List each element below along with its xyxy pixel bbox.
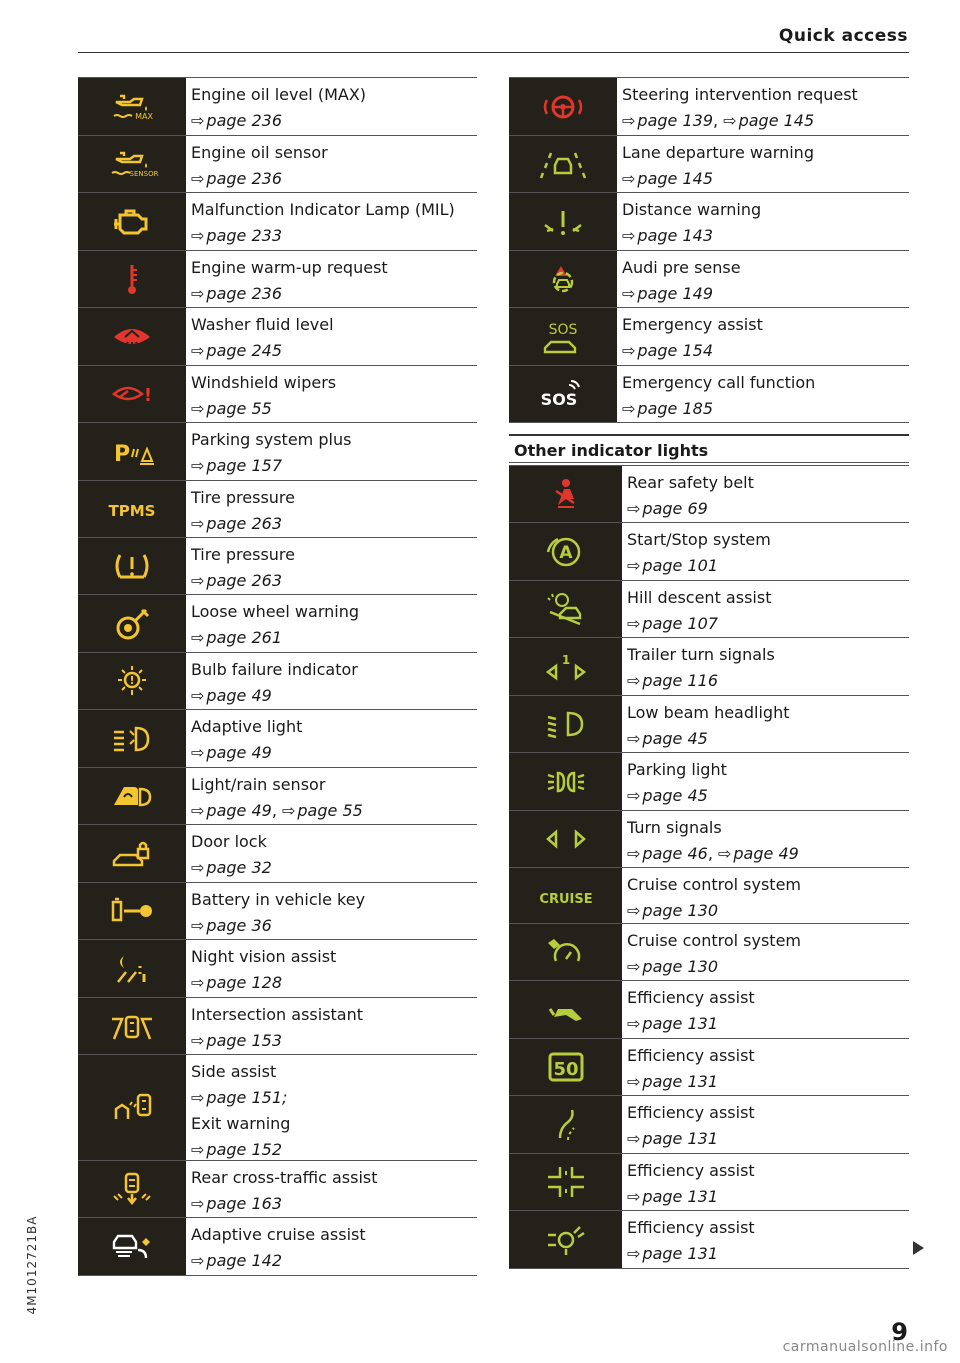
page-ref[interactable]: ⇨ page 151; bbox=[191, 1088, 288, 1107]
indicator-refs bbox=[191, 625, 359, 651]
steering-intervention-icon bbox=[509, 78, 617, 135]
indicator-refs bbox=[191, 223, 455, 249]
indicator-row bbox=[78, 422, 477, 480]
indicator-label: Engine warm-up request bbox=[191, 258, 388, 277]
indicator-row bbox=[78, 135, 477, 192]
door-lock-icon bbox=[78, 825, 186, 882]
svg-text:MAX: MAX bbox=[135, 111, 153, 121]
cruise-text-icon bbox=[509, 868, 622, 923]
indicator-refs bbox=[627, 1011, 755, 1037]
page-ref[interactable]: ⇨ page 55 bbox=[281, 801, 363, 820]
page-ref[interactable]: ⇨ page 236 bbox=[191, 169, 282, 188]
page-ref[interactable]: ⇨ page 233 bbox=[191, 226, 282, 245]
indicator-refs bbox=[627, 1126, 755, 1152]
indicator-label: Tire pressure bbox=[191, 488, 295, 507]
indicator-refs: ⇨ page 49, ⇨ page 55 bbox=[191, 801, 363, 820]
indicator-refs bbox=[191, 396, 336, 422]
indicator-refs bbox=[627, 1184, 755, 1210]
adaptive-cruise-icon bbox=[78, 1218, 186, 1275]
page-number: 9 bbox=[891, 1318, 908, 1346]
page-ref[interactable]: ⇨ page 154 bbox=[622, 341, 713, 360]
indicator-refs bbox=[627, 783, 727, 809]
cruise-speedometer-icon bbox=[509, 924, 622, 980]
indicator-row bbox=[509, 867, 909, 923]
light-rain-sensor-icon bbox=[78, 768, 186, 824]
emergency-call-icon bbox=[509, 366, 617, 422]
roundabout-icon bbox=[509, 1211, 622, 1268]
vehicle-key-battery-icon bbox=[78, 883, 186, 939]
page-ref[interactable]: ⇨ page 101 bbox=[627, 556, 718, 575]
page-ref[interactable]: ⇨ page 45 bbox=[627, 729, 708, 748]
indicator-row bbox=[509, 1210, 909, 1269]
side-assist-icon bbox=[78, 1055, 186, 1160]
indicator-label: Distance warning bbox=[622, 200, 762, 219]
svg-text:SOS: SOS bbox=[548, 321, 578, 338]
indicator-row bbox=[509, 1095, 909, 1153]
page-ref[interactable]: ⇨ page 236 bbox=[191, 111, 282, 130]
indicator-refs bbox=[191, 1191, 378, 1217]
indicator-label: Efficiency assist bbox=[627, 1218, 755, 1237]
indicator-row bbox=[509, 637, 909, 695]
indicator-row bbox=[509, 980, 909, 1038]
malfunction-engine-icon bbox=[78, 193, 186, 250]
page-ref[interactable]: ⇨ page 245 bbox=[191, 341, 282, 360]
indicator-label: Rear cross-traffic assist bbox=[191, 1168, 378, 1187]
indicator-row bbox=[509, 752, 909, 810]
page-ref[interactable]: ⇨ page 49 bbox=[191, 801, 272, 820]
indicator-label: Start/Stop system bbox=[627, 530, 771, 549]
page-ref[interactable]: ⇨ page 107 bbox=[627, 614, 718, 633]
indicator-row bbox=[509, 307, 909, 365]
indicator-refs bbox=[627, 1069, 755, 1095]
indicator-label: Efficiency assist bbox=[627, 1046, 755, 1065]
page-ref[interactable]: ⇨ page 45 bbox=[627, 786, 708, 805]
hill-descent-icon bbox=[509, 581, 622, 637]
intersection-assistant-icon bbox=[78, 998, 186, 1054]
indicator-refs bbox=[191, 281, 388, 307]
svg-text:TPMS: TPMS bbox=[108, 502, 156, 520]
indicator-refs bbox=[627, 611, 771, 637]
indicator-row bbox=[78, 1054, 477, 1160]
page-ref[interactable]: ⇨ page 263 bbox=[191, 514, 282, 533]
indicator-row bbox=[509, 135, 909, 192]
indicator-label: Efficiency assist bbox=[627, 1103, 755, 1122]
indicator-refs bbox=[622, 223, 761, 249]
indicator-row bbox=[78, 824, 477, 882]
indicator-refs bbox=[191, 108, 366, 134]
indicator-label: Hill descent assist bbox=[627, 588, 772, 607]
indicator-label: Light/rain sensor bbox=[191, 775, 326, 794]
indicator-refs bbox=[191, 970, 336, 996]
indicator-row bbox=[78, 365, 477, 422]
page-ref[interactable]: ⇨ page 131 bbox=[627, 1072, 718, 1091]
indicator-refs bbox=[627, 898, 801, 924]
indicator-label: Exit warning bbox=[191, 1114, 291, 1133]
turn-signals-icon bbox=[509, 811, 622, 867]
doc-code: 4M1012721BA bbox=[25, 1215, 39, 1315]
indicator-refs bbox=[622, 396, 815, 422]
watermark: carmanualsonline.info bbox=[782, 1339, 948, 1355]
indicator-label: Adaptive light bbox=[191, 717, 303, 736]
indicator-label: Low beam headlight bbox=[627, 703, 790, 722]
indicator-refs: ⇨ page 139, ⇨ page 145 bbox=[622, 111, 815, 130]
indicator-row bbox=[509, 580, 909, 637]
indicator-row bbox=[78, 709, 477, 767]
indicator-row bbox=[509, 810, 909, 867]
indicator-row bbox=[78, 1160, 477, 1217]
engine-oil-sensor-icon bbox=[78, 136, 186, 192]
indicator-refs bbox=[627, 668, 775, 694]
curve-road-icon bbox=[509, 1096, 622, 1153]
indicator-refs bbox=[191, 1248, 366, 1274]
indicator-label: Emergency assist bbox=[622, 315, 763, 334]
page-ref[interactable]: ⇨ page 145 bbox=[622, 169, 713, 188]
indicator-label: Night vision assist bbox=[191, 947, 337, 966]
page-ref[interactable]: ⇨ page 130 bbox=[627, 957, 718, 976]
page-ref[interactable]: ⇨ page 36 bbox=[191, 916, 272, 935]
page-ref[interactable]: ⇨ page 46 bbox=[627, 844, 708, 863]
indicator-label: Rear safety belt bbox=[627, 473, 754, 492]
indicator-row bbox=[78, 480, 477, 537]
svg-text:50: 50 bbox=[552, 1059, 579, 1080]
indicator-label: Efficiency assist bbox=[627, 988, 755, 1007]
page-ref[interactable]: ⇨ page 153 bbox=[191, 1031, 282, 1050]
page-ref[interactable]: ⇨ page 116 bbox=[627, 671, 718, 690]
indicator-refs bbox=[191, 568, 295, 594]
page-ref[interactable]: ⇨ page 131 bbox=[627, 1129, 718, 1148]
svg-text:CRUISE: CRUISE bbox=[538, 891, 593, 907]
emergency-assist-icon bbox=[509, 308, 617, 365]
indicator-row bbox=[78, 939, 477, 997]
indicator-label: Door lock bbox=[191, 832, 267, 851]
page-ref[interactable]: ⇨ page 143 bbox=[622, 226, 713, 245]
indicator-row bbox=[509, 77, 909, 135]
indicator-row bbox=[509, 1153, 909, 1210]
junction-icon bbox=[509, 1154, 622, 1210]
indicator-label: Adaptive cruise assist bbox=[191, 1225, 366, 1244]
header-title: Quick access bbox=[778, 26, 908, 46]
indicator-row bbox=[78, 594, 477, 652]
indicator-row bbox=[78, 767, 477, 824]
indicator-row bbox=[509, 250, 909, 307]
indicator-row bbox=[78, 882, 477, 939]
svg-text:!: ! bbox=[129, 674, 135, 687]
next-page-arrow-icon bbox=[913, 1241, 924, 1255]
page-ref[interactable]: ⇨ page 131 bbox=[627, 1014, 718, 1033]
header-rule bbox=[78, 52, 909, 53]
indicator-refs bbox=[627, 1241, 755, 1267]
indicator-row bbox=[509, 522, 909, 580]
indicator-refs bbox=[191, 453, 351, 479]
indicator-label: Lane departure warning bbox=[622, 143, 814, 162]
indicator-label: Washer fluid level bbox=[191, 315, 334, 334]
svg-text:A: A bbox=[558, 542, 573, 563]
parking-light-icon bbox=[509, 753, 622, 810]
indicator-label: Parking light bbox=[627, 760, 727, 779]
indicator-row bbox=[78, 537, 477, 594]
loose-wheel-icon bbox=[78, 595, 186, 652]
indicator-label: Intersection assistant bbox=[191, 1005, 364, 1024]
svg-text:SENSOR: SENSOR bbox=[129, 170, 159, 178]
page-ref[interactable]: ⇨ page 261 bbox=[191, 628, 282, 647]
indicator-refs bbox=[191, 683, 358, 709]
page-ref[interactable]: ⇨ page 142 bbox=[191, 1251, 282, 1270]
indicator-row bbox=[78, 250, 477, 307]
speed-limit-icon bbox=[509, 1039, 622, 1095]
indicator-label: Trailer turn signals bbox=[627, 645, 775, 664]
indicator-refs bbox=[622, 166, 814, 192]
efficiency-foot-icon bbox=[509, 981, 622, 1038]
indicator-refs: ⇨ page 46, ⇨ page 49 bbox=[627, 844, 799, 863]
indicator-label: Emergency call function bbox=[622, 373, 816, 392]
indicator-label: Steering intervention request bbox=[622, 85, 858, 104]
page-ref[interactable]: ⇨ page 149 bbox=[622, 284, 713, 303]
indicator-label: Parking system plus bbox=[191, 430, 352, 449]
indicator-label: Cruise control system bbox=[627, 931, 801, 950]
indicator-label: Turn signals bbox=[627, 818, 722, 837]
engine-oil-max-icon bbox=[78, 78, 186, 135]
page-ref[interactable]: ⇨ page 128 bbox=[191, 973, 282, 992]
page-ref[interactable]: ⇨ page 152 bbox=[191, 1140, 282, 1159]
page-ref[interactable]: ⇨ page 145 bbox=[723, 111, 815, 130]
page-ref[interactable]: ⇨ page 131 bbox=[627, 1187, 718, 1206]
indicator-row bbox=[78, 652, 477, 709]
indicator-row bbox=[509, 465, 909, 522]
page-ref[interactable]: ⇨ page 55 bbox=[191, 399, 272, 418]
svg-text:SOS: SOS bbox=[540, 390, 578, 409]
indicator-row bbox=[78, 1217, 477, 1276]
thermometer-icon bbox=[78, 251, 186, 307]
tire-pressure-icon bbox=[78, 538, 186, 594]
indicator-refs bbox=[191, 1085, 290, 1111]
page-ref[interactable]: ⇨ page 139 bbox=[622, 111, 713, 130]
indicator-refs bbox=[191, 338, 334, 364]
page-ref[interactable]: ⇨ page 32 bbox=[191, 858, 272, 877]
indicator-refs bbox=[622, 281, 741, 307]
indicator-label: Engine oil level (MAX) bbox=[191, 85, 367, 104]
distance-warning-icon bbox=[509, 193, 617, 250]
lane-departure-icon bbox=[509, 136, 617, 192]
svg-text:1: 1 bbox=[561, 652, 570, 667]
indicator-refs bbox=[627, 496, 754, 522]
indicator-label: Cruise control system bbox=[627, 875, 801, 894]
page-ref[interactable]: ⇨ page 130 bbox=[627, 901, 718, 920]
tpms-text-icon bbox=[78, 481, 186, 537]
page-ref[interactable]: ⇨ page 49 bbox=[717, 844, 799, 863]
indicator-refs bbox=[191, 855, 272, 881]
indicator-row bbox=[509, 365, 909, 423]
indicator-label: Battery in vehicle key bbox=[191, 890, 366, 909]
indicator-refs bbox=[191, 740, 302, 766]
bulb-failure-icon bbox=[78, 653, 186, 709]
rear-cross-traffic-icon bbox=[78, 1161, 186, 1217]
indicator-refs bbox=[622, 338, 763, 364]
low-beam-icon bbox=[509, 696, 622, 752]
indicator-label: Engine oil sensor bbox=[191, 143, 328, 162]
page-ref[interactable]: ⇨ page 185 bbox=[622, 399, 713, 418]
page-ref[interactable]: ⇨ page 49 bbox=[191, 686, 272, 705]
indicator-row bbox=[509, 1038, 909, 1095]
indicator-row bbox=[509, 923, 909, 980]
page-ref[interactable]: ⇨ page 163 bbox=[191, 1194, 282, 1213]
pre-sense-icon bbox=[509, 251, 617, 307]
washer-fluid-icon bbox=[78, 308, 186, 365]
page-ref[interactable]: ⇨ page 236 bbox=[191, 284, 282, 303]
svg-text:!: ! bbox=[143, 385, 153, 406]
trailer-turn-icon bbox=[509, 638, 622, 695]
indicator-label: Tire pressure bbox=[191, 545, 295, 564]
page-ref[interactable]: ⇨ page 263 bbox=[191, 571, 282, 590]
indicator-row bbox=[78, 77, 477, 135]
indicator-label: Malfunction Indicator Lamp (MIL) bbox=[191, 200, 455, 219]
section-title-other-indicators: Other indicator lights bbox=[509, 434, 909, 463]
indicator-refs bbox=[627, 954, 801, 980]
indicator-refs bbox=[627, 726, 789, 752]
indicator-row bbox=[78, 997, 477, 1054]
night-vision-icon bbox=[78, 940, 186, 997]
indicator-label: Audi pre sense bbox=[622, 258, 741, 277]
indicator-row bbox=[509, 192, 909, 250]
indicator-label: Loose wheel warning bbox=[191, 602, 359, 621]
indicator-label: Bulb failure indicator bbox=[191, 660, 358, 679]
indicator-label: Side assist bbox=[191, 1062, 277, 1081]
indicator-refs bbox=[191, 913, 365, 939]
indicator-label: Windshield wipers bbox=[191, 373, 337, 392]
indicator-row bbox=[509, 695, 909, 752]
page-ref[interactable]: ⇨ page 69 bbox=[627, 499, 708, 518]
page-ref[interactable]: ⇨ page 157 bbox=[191, 456, 282, 475]
parking-system-icon bbox=[78, 423, 186, 480]
svg-text:P: P bbox=[113, 441, 131, 467]
indicator-refs bbox=[191, 166, 328, 192]
page-ref[interactable]: ⇨ page 49 bbox=[191, 743, 272, 762]
indicator-row bbox=[78, 192, 477, 250]
start-stop-icon bbox=[509, 523, 622, 580]
page-ref[interactable]: ⇨ page 131 bbox=[627, 1244, 718, 1263]
rear-seatbelt-icon bbox=[509, 466, 622, 522]
indicator-refs bbox=[627, 553, 771, 579]
indicator-row bbox=[78, 307, 477, 365]
indicator-refs bbox=[191, 1028, 363, 1054]
adaptive-light-icon bbox=[78, 710, 186, 767]
indicator-label: Efficiency assist bbox=[627, 1161, 755, 1180]
windshield-wiper-icon bbox=[78, 366, 186, 422]
indicator-refs bbox=[191, 511, 295, 537]
